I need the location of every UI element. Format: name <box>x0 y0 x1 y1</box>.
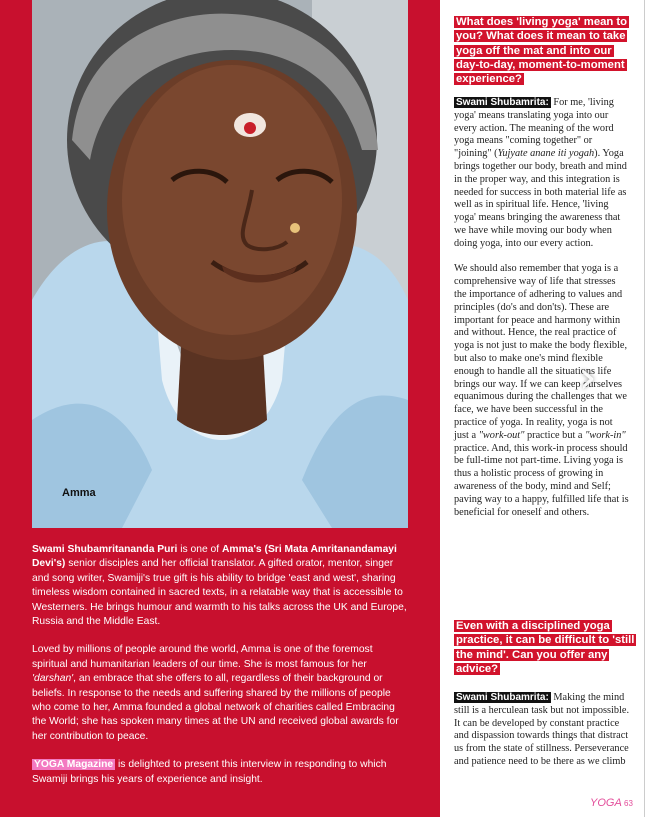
question-1 <box>454 15 636 86</box>
bio-name: Swami Shubamritananda Puri <box>32 544 178 555</box>
page-edge-divider <box>644 0 645 817</box>
answer-text: ). Yoga brings together our body, breath and mind in the proper way, and this integration is needed for success in both material life as well as in spiritual life. Hence, 'living yoga' means bringing the awareness that we have while moving our body when doing yoga, into our every action. <box>454 148 627 249</box>
answer-text: practice. And, this work-in process should be full-time not part-time. Living yoga is thus a holistic process of growing in awareness of the body, mind and Self; paving way to a happy, fulfilled life that is beneficial for oneself and others. <box>454 442 629 518</box>
work-out-term: "work-out" <box>478 429 525 441</box>
answer-text: We should also remember that yoga is a comprehensive way of life that stresses the importance of adhering to values and principles (do's and don'ts). These are important for peace and harmony within and without. Hence, the real practice of yoga is not just to make the body flexible, but also to make one's mind flexible enough to handle all the situations life brings our way. If we can keep ourselves equanimous during the challenges that we face, we have been successful in the practice of yoga. In reality, yoga is not just a <box>454 263 628 441</box>
portrait-illustration <box>32 0 408 528</box>
bio-text-span: is delighted to present this interview in responding to which Swamiji brings his years of experience and insight. <box>32 759 387 785</box>
answer-1-paragraph-1 <box>454 97 630 251</box>
sanskrit-phrase: Yujyate anane iti yogah <box>497 148 595 160</box>
speaker-label: Swami Shubamrita: <box>456 692 549 703</box>
page-footer <box>590 797 633 809</box>
yoga-magazine-highlight: YOGA Magazine <box>34 759 114 771</box>
answer-1-paragraph-2 <box>454 263 630 519</box>
question-1-text: What does 'living yoga' mean to you? What does it mean to take yoga off the mat and into our day-to-day, moment-to-moment experience? <box>456 16 628 86</box>
question-2 <box>454 619 636 676</box>
amma-portrait-photo <box>32 0 408 528</box>
speaker-label: Swami Shubamrita: <box>456 97 549 108</box>
answer-text: For me, 'living yoga' means translating yoga into our every action. The meaning of the word yoga means "coming together" or "joining" ( <box>454 97 614 160</box>
question-2-text: Even with a disciplined yoga practice, it can be difficult to 'still the mind'. Can you offer any advice? <box>456 620 635 675</box>
amma-full-name: Amma's (Sri Mata Amritanandamayi Devi's) <box>32 544 397 570</box>
bio-text-span: Loved by millions of people around the world, Amma is one of the foremost spiritual and humanitarian leaders of our time. She is most famous for her <box>32 644 373 670</box>
answer-1 <box>454 97 630 532</box>
answer-text: Making the mind still is a herculean task but not impossible. It can be developed by constant practice and dispassion towards things that distract us from the state of stillness. Perseverance and patience need to be there as we climb <box>454 692 630 767</box>
photo-caption: Amma <box>62 487 96 499</box>
bio-paragraph-3 <box>32 758 407 787</box>
bio-text-span: senior disciples and her official translator. A gifted orator, mentor, singer and song writer, Swamiji's true gift is his ability to bridge 'east and west', sharing timeless wisdom contained in sacred texts, in a relatable way that is accessible to Westerners. He brings humour and warmth to his talks across the UK and Europe, Russia and the Middle East. <box>32 558 407 628</box>
bio-paragraph-1 <box>32 543 407 629</box>
bio-paragraph-2 <box>32 643 407 744</box>
answer-2 <box>454 692 630 769</box>
work-in-term: "work-in" <box>585 429 626 441</box>
darshan-term: 'darshan' <box>32 673 74 685</box>
next-page-arrow-icon[interactable]: › <box>579 352 597 403</box>
yoga-logo: YOGA <box>590 797 622 809</box>
interview-column <box>448 0 635 817</box>
answer-text: practice but a <box>524 429 586 441</box>
bio-text-span: is one of <box>177 544 222 555</box>
page-number: 63 <box>624 799 633 808</box>
bio-text-span: , an embrace that she offers to all, regardless of their background or beliefs. In response to the needs and suffering shared by the millions of people who come to her, Amma founded a global network of charities called Embracing the World; she has spoken many times at the UN and received global awards for her contribution to peace. <box>32 673 399 742</box>
bio-text <box>32 543 407 801</box>
